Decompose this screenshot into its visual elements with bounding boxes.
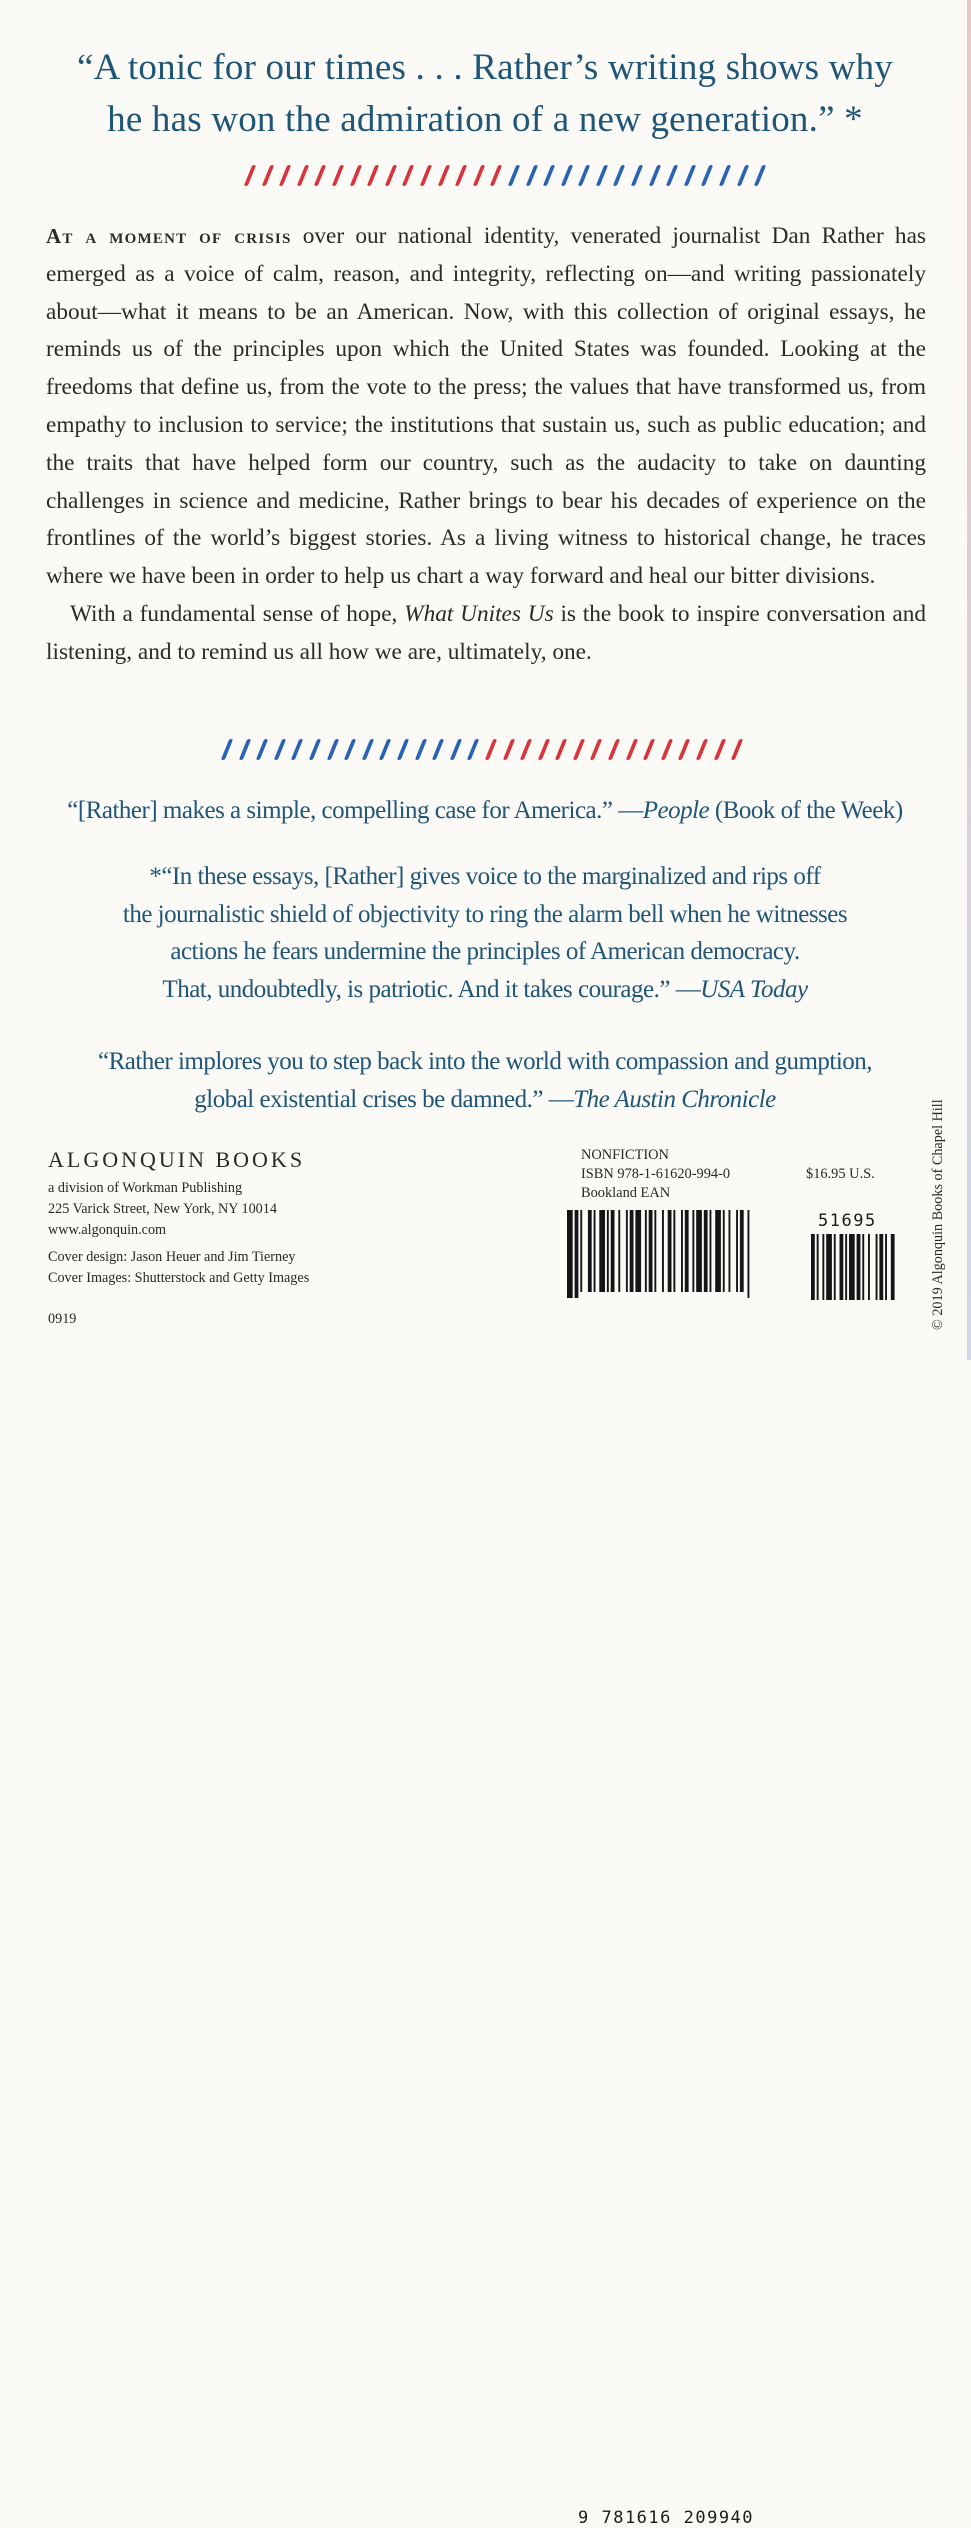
top-quote-line-1: “A tonic for our times . . . Rather’s writing shows why [76, 47, 893, 88]
dash-mark [684, 165, 696, 186]
price-label: $16.95 U.S. [806, 1166, 875, 1182]
cover-images-credit: Cover Images: Shutterstock and Getty Images [48, 1269, 310, 1286]
dash-mark [608, 739, 620, 760]
dash-mark [490, 165, 502, 186]
review-usa-line-2: the journalistic shield of objectivity to ring the alarm bell when he witnesses [122, 900, 848, 928]
dash-mark [485, 739, 497, 760]
top-quote [40, 42, 930, 146]
review-usa-line-4 [40, 971, 930, 1009]
dash-mark [661, 739, 673, 760]
cover-design-credit: Cover design: Jason Heuer and Jim Tierney [48, 1248, 296, 1265]
dash-mark [349, 165, 361, 186]
barcode-addon-number: 51695 [818, 1211, 877, 1231]
barcode-addon-bar [840, 1234, 844, 1300]
dash-mark [560, 165, 572, 186]
review-usa-source: USA Today [700, 975, 808, 1003]
dash-mark [543, 165, 555, 186]
barcode-addon-bar [826, 1234, 832, 1300]
review-austin-source: The Austin Chronicle [573, 1085, 776, 1113]
barcode-bar [710, 1210, 712, 1292]
barcode-bar [654, 1210, 656, 1292]
dash-mark [397, 739, 409, 760]
top-quote-line-2: he has won the admiration of a new generation.” * [107, 99, 863, 140]
dash-divider-middle [225, 739, 739, 760]
barcode-bar [611, 1210, 615, 1292]
dash-divider-top [248, 165, 762, 186]
dash-mark [274, 739, 286, 760]
dash-mark [326, 739, 338, 760]
dash-mark [291, 739, 303, 760]
review-austin-chronicle [40, 1043, 930, 1118]
dash-mark [261, 165, 273, 186]
dash-mark [414, 739, 426, 760]
barcode-bar [575, 1210, 579, 1298]
dash-mark [238, 739, 250, 760]
isbn-number: ISBN 978-1-61620-994-0 [581, 1166, 731, 1182]
dash-mark [502, 739, 514, 760]
barcode-addon-bar [876, 1234, 878, 1300]
review-usa-line-3: actions he fears undermine the principles of American democracy. [170, 938, 800, 965]
ean-label: Bookland EAN [581, 1185, 671, 1201]
paragraph-2-start: With a fundamental sense of hope, [70, 600, 405, 627]
dash-mark [666, 165, 678, 186]
barcode-bar [588, 1210, 592, 1292]
barcode-addon-bar [845, 1234, 847, 1300]
review-austin-line-2-text: global existential crises be damned.” — [194, 1085, 574, 1113]
publisher-website: www.algonquin.com [48, 1222, 167, 1239]
review-usa-line-4-text: That, undoubtedly, is patriotic. And it takes courage.” — [162, 975, 701, 1003]
barcode-bar [729, 1210, 731, 1292]
description-paragraph-2 [46, 596, 926, 672]
barcode-bar [685, 1210, 689, 1292]
dash-mark [578, 165, 590, 186]
description-paragraph-1 [46, 218, 926, 596]
barcode-bar [645, 1210, 647, 1292]
lead-in-small-caps: At a moment of crisis [46, 224, 292, 248]
barcode-addon-bar [849, 1234, 855, 1300]
dash-mark [344, 739, 356, 760]
dash-mark [437, 165, 449, 186]
dash-mark [648, 165, 660, 186]
dash-mark [731, 739, 743, 760]
dash-mark [508, 165, 520, 186]
dash-mark [297, 165, 309, 186]
barcode-bar [723, 1210, 725, 1292]
publisher-block [48, 1146, 368, 1330]
dash-mark [613, 165, 625, 186]
review-austin-line-1: “Rather implores you to step back into the world with compassion and gumption, [97, 1048, 873, 1075]
dash-mark [625, 739, 637, 760]
barcode-addon-bar [868, 1234, 870, 1300]
dash-mark [449, 739, 461, 760]
dash-mark [701, 165, 713, 186]
barcode-bar [599, 1210, 605, 1292]
dash-mark [256, 739, 268, 760]
dash-mark [314, 165, 326, 186]
dash-mark [420, 165, 432, 186]
dash-mark [631, 165, 643, 186]
dash-mark [309, 739, 321, 760]
barcode-bar [748, 1210, 750, 1298]
dash-mark [455, 165, 467, 186]
barcode-addon-bar [885, 1234, 887, 1300]
review-usa-today [40, 858, 930, 1008]
barcode-bar [696, 1210, 702, 1292]
review-people [40, 792, 930, 830]
page-edge [967, 0, 971, 1360]
review-usa-line-1: *“In these essays, [Rather] gives voice to the marginalized and rips off [149, 863, 821, 890]
dash-mark [402, 165, 414, 186]
barcode-bar [635, 1210, 641, 1292]
barcode-number: 9 781616 209940 [578, 2508, 755, 2528]
dash-mark [573, 739, 585, 760]
paragraph-1-text: over our national identity, venerated journalist Dan Rather has emerged as a voice of calm, reason, and integrity, reflecting on—and writing passionately about—what it means to be an American. Now, with this collection of original essays, he reminds us of the principles upon which the United States was founded. Looking at the freedoms that define us, from the vote to the press; the values that have transformed us, from empathy to inclusion to service; the institutions that sustain us, such as public education; and the traits that have helped form our country, such as the audacity to take on daunting challenges in science and medicine, Rather brings to bear his decades of experience on the frontlines of the world’s biggest stories. As a living witness to historical change, he traces where we have been in order to help us chart a way forward and heal our bitter divisions. [46, 223, 926, 590]
dash-mark [736, 165, 748, 186]
dash-mark [244, 165, 256, 186]
barcode-bar [626, 1210, 628, 1292]
publisher-name: ALGONQUIN BOOKS [48, 1147, 306, 1172]
barcode-bar [594, 1210, 596, 1292]
dash-mark [719, 165, 731, 186]
dash-mark [467, 739, 479, 760]
barcode-bar [673, 1210, 675, 1292]
barcode-addon-bar [811, 1234, 815, 1300]
review-austin-line-2 [40, 1081, 930, 1119]
isbn-block [581, 1146, 730, 1203]
dash-mark [555, 739, 567, 760]
barcode-addon-bar [862, 1234, 864, 1300]
dash-mark [596, 165, 608, 186]
dash-mark [713, 739, 725, 760]
review-people-note: (Book of the Week) [709, 797, 903, 824]
barcode-addon-bar [879, 1234, 883, 1300]
dash-mark [221, 739, 233, 760]
publisher-address: 225 Varick Street, New York, NY 10014 [48, 1201, 277, 1218]
print-code: 0919 [48, 1311, 77, 1328]
barcode-bar [704, 1210, 708, 1292]
publisher-division: a division of Workman Publishing [48, 1180, 243, 1196]
dash-mark [537, 739, 549, 760]
dash-mark [332, 165, 344, 186]
barcode-bar [618, 1210, 620, 1292]
barcode-bar [607, 1210, 609, 1292]
description [46, 218, 926, 672]
barcode-bar [649, 1210, 653, 1292]
barcode-bar [567, 1210, 573, 1298]
barcode-bar [662, 1210, 664, 1292]
dash-mark [643, 739, 655, 760]
barcode-addon-bar [834, 1234, 836, 1300]
paragraph-2-end: is the book to inspire conversation and listening, and to remind us all how we are, ultimately, one. [46, 600, 926, 665]
dash-mark [362, 739, 374, 760]
barcode-addon-bar [817, 1234, 819, 1300]
dash-mark [520, 739, 532, 760]
dash-mark [279, 165, 291, 186]
barcode-bar [580, 1210, 582, 1292]
dash-mark [678, 739, 690, 760]
review-people-quote: “[Rather] makes a simple, compelling case for America.” — [67, 797, 643, 824]
dash-mark [590, 739, 602, 760]
barcode-addon-bar [822, 1234, 824, 1300]
dash-mark [754, 165, 766, 186]
barcode-bar [715, 1210, 721, 1292]
barcode-bar [740, 1210, 744, 1292]
dash-mark [525, 165, 537, 186]
barcode-bar [736, 1210, 738, 1292]
review-people-line [40, 792, 930, 830]
barcode-addon-bar [857, 1234, 861, 1300]
book-title: What Unites Us [404, 600, 554, 627]
dash-mark [367, 165, 379, 186]
copyright-notice: © 2019 Algonquin Books of Chapel Hill [930, 1099, 946, 1330]
dash-mark [385, 165, 397, 186]
dash-mark [696, 739, 708, 760]
barcode-bar [692, 1210, 694, 1292]
review-people-source: People [642, 797, 710, 824]
dash-mark [472, 165, 484, 186]
barcode-bar [681, 1210, 683, 1292]
dash-mark [432, 739, 444, 760]
barcode-bar [630, 1210, 634, 1292]
barcode-bar [668, 1210, 672, 1292]
barcode-addon-bar [891, 1234, 895, 1300]
category-label: NONFICTION [581, 1147, 669, 1163]
dash-mark [379, 739, 391, 760]
